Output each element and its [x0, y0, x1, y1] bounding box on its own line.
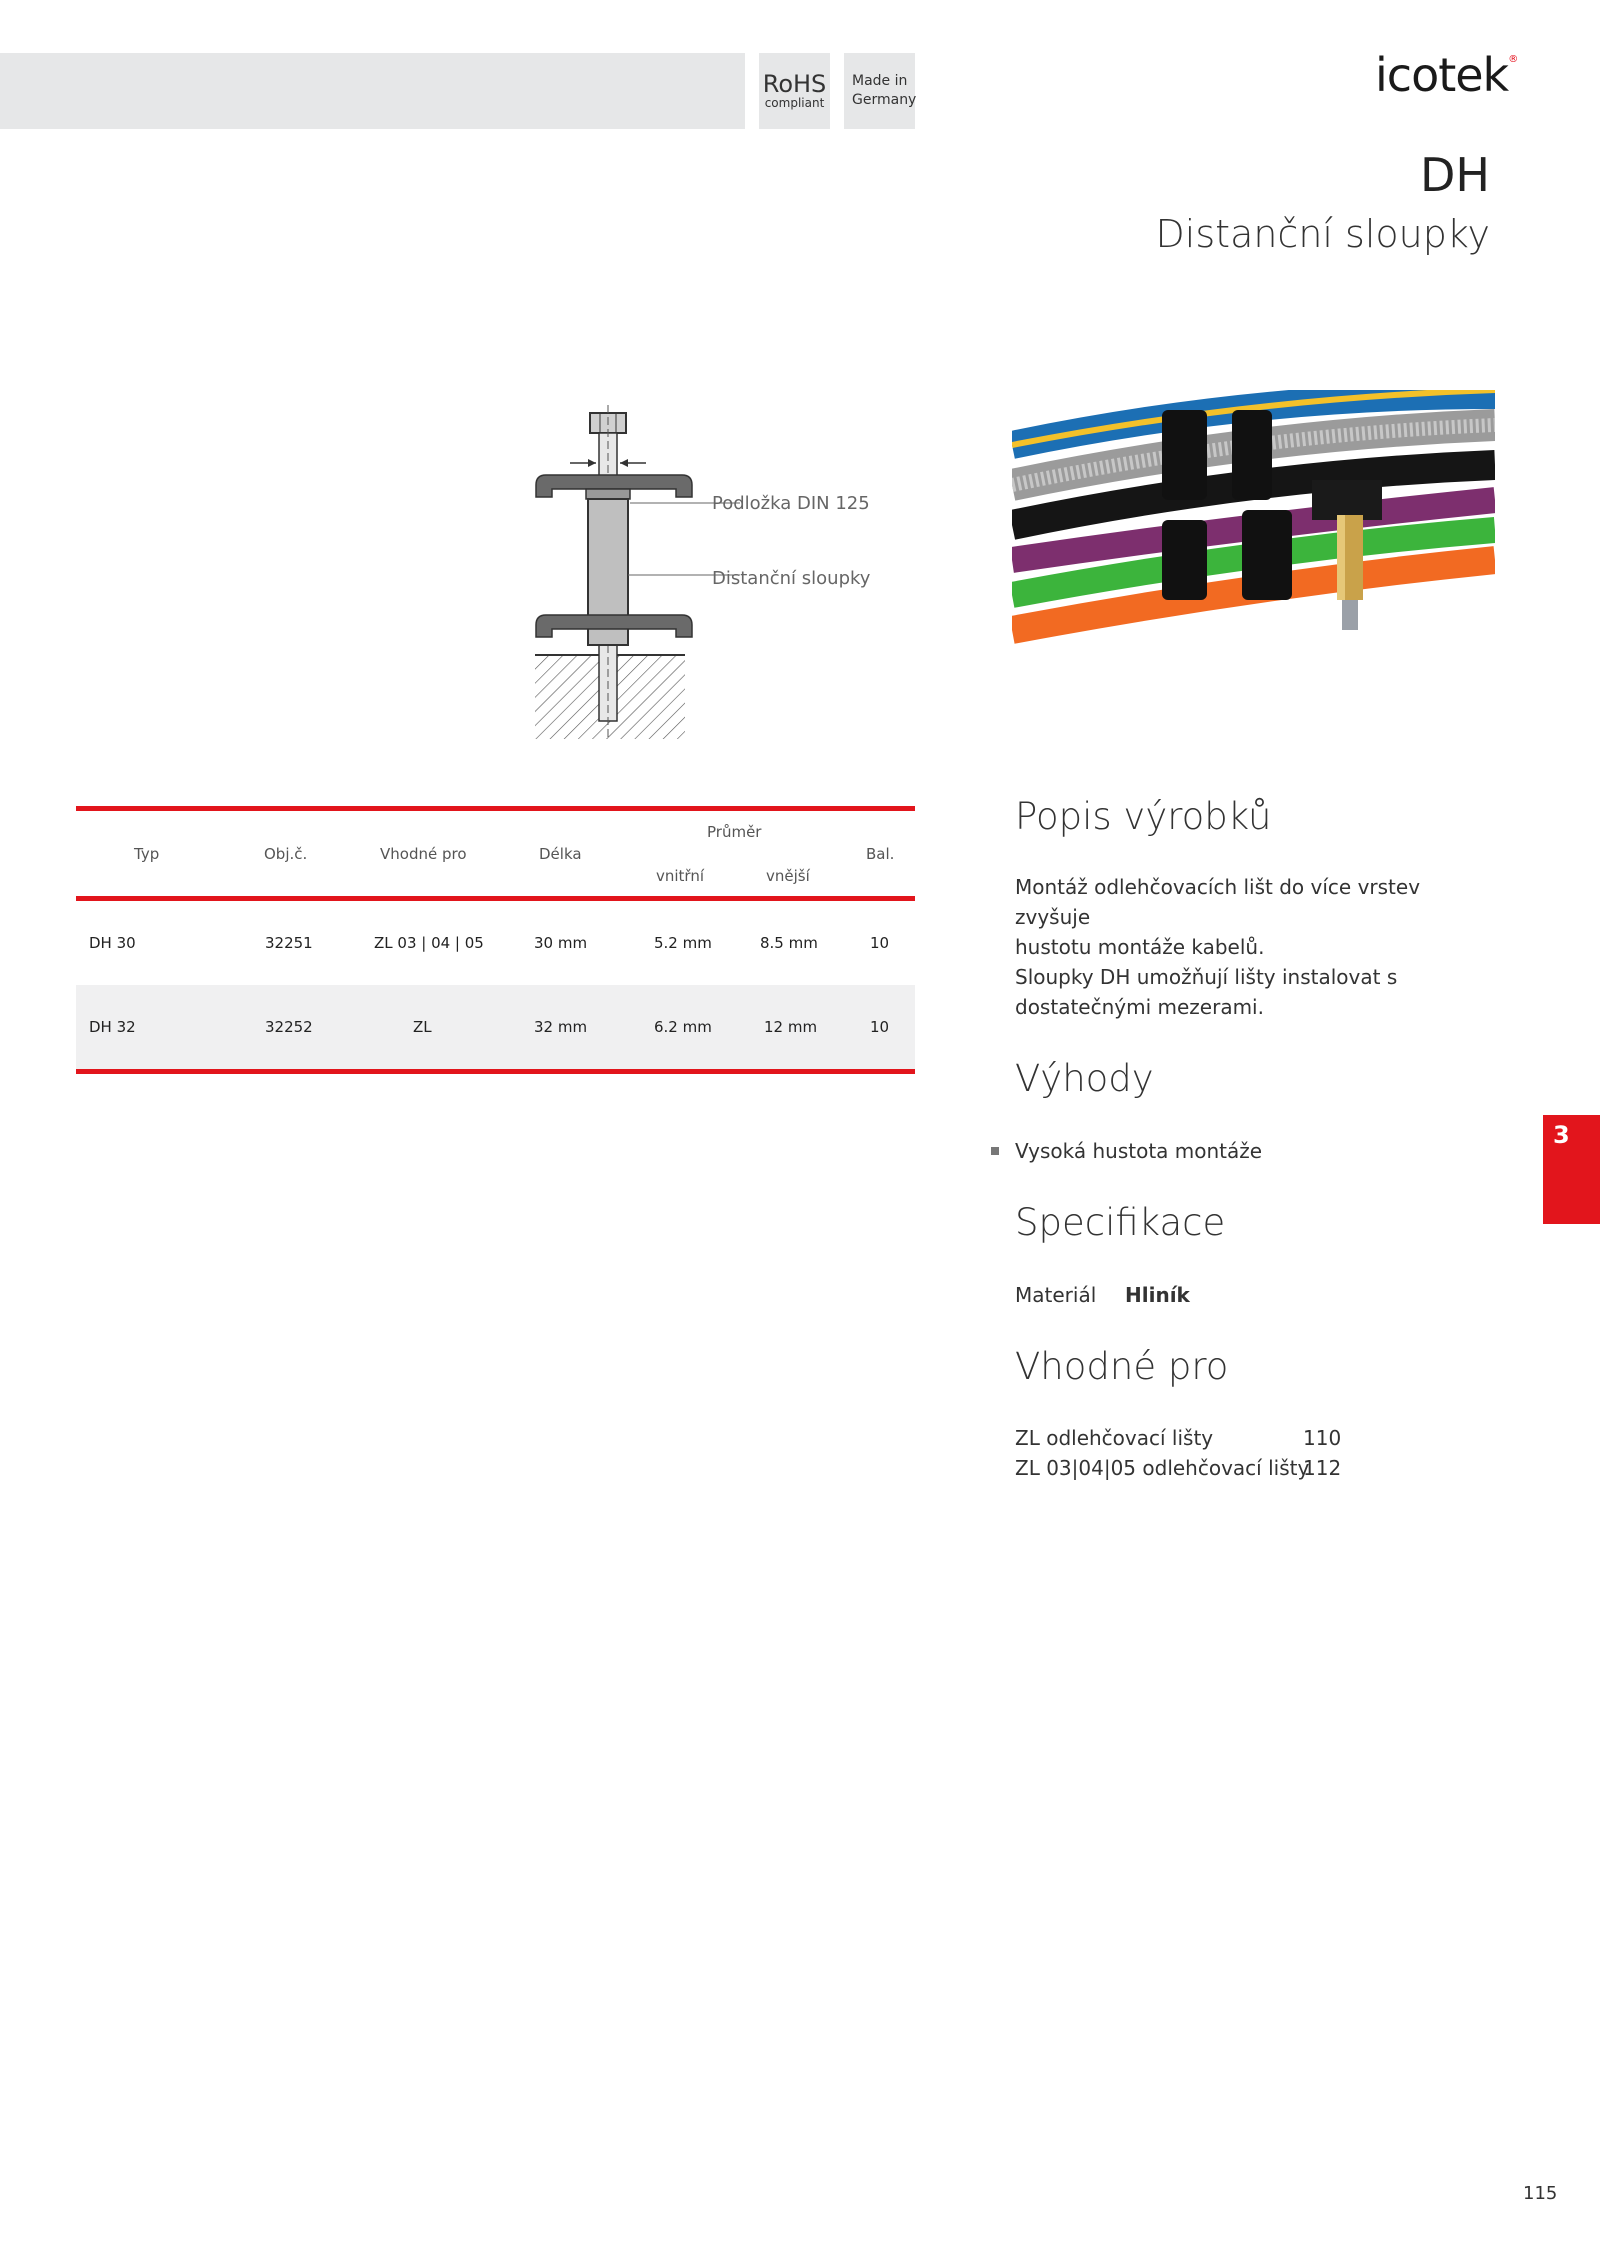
table-bottom-rule	[76, 1069, 915, 1074]
vhodne-item-1-page: 110	[1303, 1426, 1342, 1450]
cell-vhodne: ZL	[413, 1018, 432, 1036]
popis-paragraph-2	[1015, 962, 1495, 1022]
specifikace-heading: Specifikace	[1015, 1201, 1226, 1244]
made-in-line1: Made in	[852, 73, 908, 89]
product-photo	[1012, 390, 1495, 655]
cell-vnitrni: 5.2 mm	[654, 934, 712, 952]
bullet-square-icon	[991, 1147, 999, 1155]
logo-text: icotek	[1375, 48, 1509, 102]
header-bal: Bal.	[866, 845, 895, 863]
spacer-label: Distanční sloupky	[712, 568, 871, 589]
spec-material-label: Materiál	[1015, 1283, 1097, 1307]
cell-typ: DH 32	[89, 1018, 136, 1036]
cell-obj: 32252	[265, 1018, 313, 1036]
spec-material-value: Hliník	[1125, 1283, 1190, 1307]
header-prumer: Průměr	[707, 823, 762, 841]
header-typ: Typ	[134, 845, 160, 863]
made-in-line2: Germany	[852, 92, 917, 108]
vhodne-item-1-name: ZL odlehčovací lišty	[1015, 1426, 1214, 1450]
header-bar	[0, 53, 745, 129]
cell-delka: 32 mm	[534, 1018, 588, 1036]
cell-bal: 10	[870, 1018, 890, 1036]
product-code: DH	[1419, 148, 1490, 202]
header-delka: Délka	[539, 845, 582, 863]
made-in-germany-badge	[837, 53, 915, 129]
cell-delka: 30 mm	[534, 934, 588, 952]
chapter-number: 3	[1553, 1121, 1570, 1149]
product-table	[76, 806, 915, 1074]
rohs-badge	[752, 53, 830, 129]
page-number: 115	[1523, 2183, 1558, 2204]
rohs-subtext: compliant	[764, 96, 825, 110]
vhodne-item-2-page: 112	[1303, 1456, 1342, 1480]
vyhody-item: Vysoká hustota montáže	[1015, 1139, 1263, 1163]
product-name: Distanční sloupky	[1155, 212, 1490, 256]
rohs-text: RoHS	[762, 70, 827, 98]
vhodne-pro-heading: Vhodné pro	[1015, 1345, 1229, 1388]
chapter-tab	[1543, 1115, 1600, 1224]
header-vnejsi: vnější	[766, 867, 810, 885]
popis-p2-line1: Sloupky DH umožňují lišty instalovat s	[1015, 965, 1398, 989]
table-row	[76, 901, 915, 985]
popis-heading: Popis výrobků	[1015, 795, 1272, 838]
header-vhodne: Vhodné pro	[380, 845, 467, 863]
cell-vnejsi: 12 mm	[764, 1018, 818, 1036]
cell-vnitrni: 6.2 mm	[654, 1018, 712, 1036]
washer-label: Podložka DIN 125	[712, 493, 870, 514]
popis-p1-line1: Montáž odlehčovacích lišt do více vrstev zvyšuje	[1015, 875, 1421, 929]
vyhody-heading: Výhody	[1015, 1057, 1154, 1100]
popis-p2-line2: dostatečnými mezerami.	[1015, 995, 1264, 1019]
table-row	[76, 985, 915, 1069]
popis-paragraph-1	[1015, 872, 1495, 962]
header-vnitrni: vnitřní	[656, 867, 705, 885]
cell-obj: 32251	[265, 934, 313, 952]
registered-mark: ®	[1508, 54, 1518, 65]
header-obj: Obj.č.	[264, 845, 308, 863]
popis-p1-line2: hustotu montáže kabelů.	[1015, 935, 1265, 959]
icotek-logo	[1375, 48, 1517, 102]
table-header	[76, 811, 915, 896]
cell-typ: DH 30	[89, 934, 136, 952]
cell-vhodne: ZL 03 | 04 | 05	[374, 934, 484, 952]
vhodne-item-2-name: ZL 03|04|05 odlehčovací lišty	[1015, 1456, 1310, 1480]
cell-bal: 10	[870, 934, 890, 952]
cell-vnejsi: 8.5 mm	[760, 934, 818, 952]
